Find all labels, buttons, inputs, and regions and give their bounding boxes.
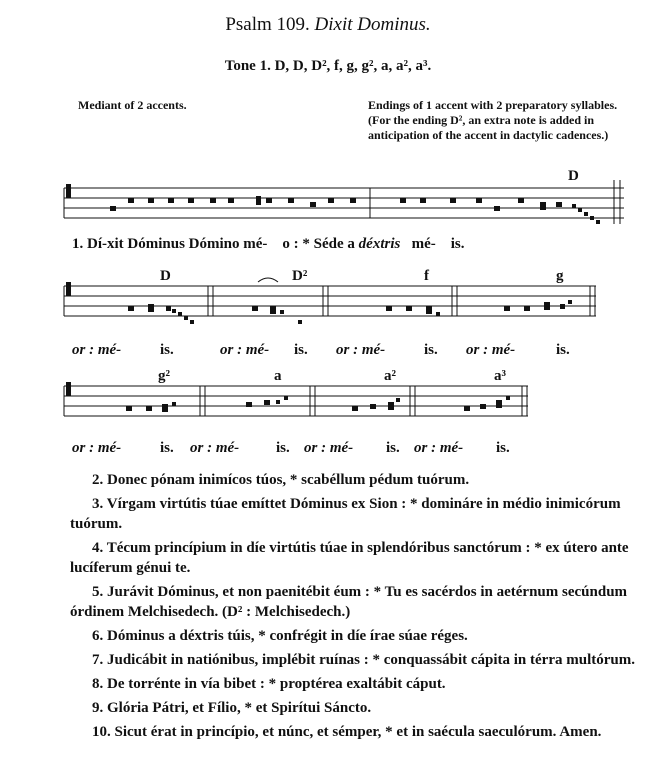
lyric-or-me: or : mé- [190,440,240,456]
verse-text: Donec pónam inimícos túos, * scabéllum pédum tuórum. [107,472,470,488]
lyric-or-me: or : mé- [466,342,516,358]
row3-lyric-1a [72,440,121,457]
lyric-or-me: or : mé- [304,440,354,456]
row2-lyric-2a [220,342,269,359]
lyric-seg-1: 1. Dí-xit Dóminus Dómino mé- [72,236,268,252]
row2-lyric-4b: is. [556,342,570,358]
row3-label-g2: g² [158,368,170,384]
verse-4 [70,538,636,578]
row3-label-a: a [274,368,282,384]
row3-lyric-4b: is. [496,440,510,456]
verse-number: 10. [92,724,111,740]
verse-text: Sicut érat in princípio, et núnc, et sémper, * et in saécula saeculórum. Amen. [114,724,602,740]
verse-list [70,470,636,746]
endings-note: Endings of 1 accent with 2 preparatory syllables. (For the ending D², an extra note is added in anticipation of the accent in dactylic cadences.) [368,98,618,142]
verse-text: De torrénte in vía bibet : * proptérea exaltábit cáput. [107,676,446,692]
row3-lyric-3b: is. [386,440,400,456]
row2-label-d2: D² [292,268,308,284]
row1-ending-label: D [568,168,579,184]
verse-text: Dóminus a déxtris túis, * confrégit in díe írae súae réges. [107,628,468,644]
chant-notation [0,160,656,460]
verse-number: 5. [92,584,104,600]
row1-lyric [72,236,652,253]
verse-text: Judicábit in natiónibus, implébit ruínas : * conquassábit cápita in térra multórum. [107,652,635,668]
verse-number: 2. [92,472,104,488]
tone-line: Tone 1. D, D, D², f, g, g², a, a², a³. [224,58,432,74]
mediant-note: Mediant of 2 accents. [78,98,187,112]
row2-lyric-3a [336,342,385,359]
verse-number: 8. [92,676,104,692]
verse-5 [70,582,636,622]
lyric-or-me: or : mé- [72,440,122,456]
lyric-or-me: or : mé- [414,440,464,456]
row2-label-g: g [556,268,564,284]
lyric-seg-2: o : * Séde a [282,236,355,252]
row3-lyric-2b: is. [276,440,290,456]
row2-label-d: D [160,268,171,284]
row3-lyric-4a [414,440,463,457]
lyric-or-me: or : mé- [72,342,122,358]
verse-number: 6. [92,628,104,644]
lyric-seg-4: mé- [411,236,436,252]
verse-text: Glória Pátri, et Fílio, * et Spirítui Sáncto. [107,700,372,716]
verse-3 [70,494,636,534]
row3-lyric-3a [304,440,353,457]
verse-8 [70,674,636,694]
verse-text: Jurávit Dóminus, et non paenitébit éum : * Tu es sacérdos in aetérnum secúndum órdinem Melchisedech. (D² : Melchisedech.) [70,584,628,620]
verse-number: 3. [92,496,104,512]
row3-label-a3: a³ [494,368,506,384]
row3-lyric-2a [190,440,239,457]
row2-lyric-2b: is. [294,342,308,358]
row2-lyric-1b: is. [160,342,174,358]
verse-2 [70,470,636,490]
row2-lyric-1a [72,342,121,359]
row3-label-a2: a² [384,368,396,384]
verse-7 [70,650,636,670]
lyric-seg-3: déxtris [358,236,401,252]
verse-number: 9. [92,700,104,716]
verse-text: Vírgam virtútis túae emíttet Dóminus ex Sion : * domináre in médio inimicórum tuórum. [70,496,621,532]
verse-number: 7. [92,652,104,668]
row3-lyric-1b: is. [160,440,174,456]
lyric-or-me: or : mé- [220,342,270,358]
row2-lyric-3b: is. [424,342,438,358]
psalm-title [0,14,656,36]
verse-text: Técum princípium in díe virtútis túae in splendóribus sanctórum : * ex útero ante lucíferum génui te. [70,540,629,576]
row2-label-f: f [424,268,429,284]
lyric-seg-5: is. [450,236,465,252]
title-main: Psalm 109. [225,14,310,35]
verse-6 [70,626,636,646]
lyric-or-me: or : mé- [336,342,386,358]
verse-9 [70,698,636,718]
verse-number: 4. [92,540,104,556]
title-italic: Dixit Dominus. [314,14,431,35]
verse-10 [70,722,636,742]
row2-lyric-4a [466,342,515,359]
